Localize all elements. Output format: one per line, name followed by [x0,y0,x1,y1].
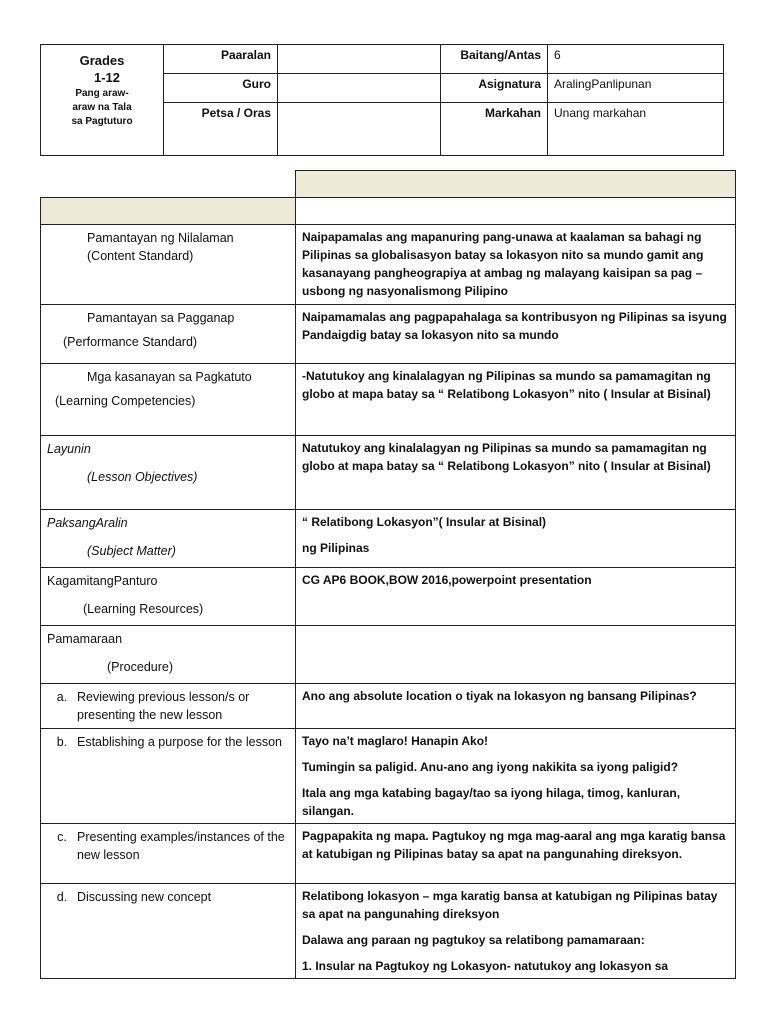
blank-cell [296,198,736,225]
procedure-label [41,626,296,684]
grades-subtitle [41,87,163,129]
row-label: PaksangAralin [47,516,128,530]
table-row [41,729,736,824]
step-c-label [41,824,296,884]
step-c-text: Pagpapakita ng mapa. Pagtukoy ng mga mag-aaral ang mga karatig bansa at katubigan ng Pilipinas batay sa apat na pangunahing direksyon. [296,824,736,884]
performance-standard-label [41,305,296,364]
row-label-en: (Learning Resources) [83,602,204,616]
markahan-label: Markahan [441,103,548,156]
subject-line: “ Relatibong Lokasyon”( Insular at Bisinal) [302,515,547,529]
header-shaded-cell [41,198,296,225]
row-label-en: (Content Standard) [87,249,194,263]
step-label: Reviewing previous lesson/s or presenting the new lesson [77,690,250,722]
step-line: Dalawa ang paraan ng pagtukoy sa relatibong pamamaraan: [302,933,645,947]
baitang-field[interactable]: 6 [548,45,724,74]
baitang-label: Baitang/Antas [441,45,548,74]
step-label: Establishing a purpose for the lesson [77,735,282,749]
objectives-label [41,436,296,510]
lesson-plan-table [40,170,736,979]
asignatura-field[interactable]: AralingPanlipunan [548,74,724,103]
guro-field[interactable] [278,74,441,103]
row-label-en: (Subject Matter) [87,544,176,558]
performance-standard-text: Naipamamalas ang pagpapahalaga sa kontribusyon ng Pilipinas sa isyung Pandaigdig batay sa lokasyon nito sa mundo [296,305,736,364]
list-marker: a. [56,690,68,704]
table-row [41,225,736,305]
list-marker: c. [57,830,67,844]
table-row [41,884,736,979]
row-label-en: (Learning Competencies) [55,394,196,408]
step-d-label [41,884,296,979]
grades-sub-line: sa Pagtuturo [71,116,133,127]
table-row [41,510,736,568]
competencies-text: -Natutukoy ang kinalalagyan ng Pilipinas sa mundo sa pamamagitan ng globo at mapa batay sa “ Relatibong Lokasyon” nito ( Insular at Bisinal) [296,364,736,436]
subject-matter-label [41,510,296,568]
content-standard-text: Naipapamalas ang mapanuring pang-unawa at kaalaman sa bahagi ng Pilipinas sa globalisasyon batay sa lokasyon nito sa mundo gamit ang kasanayang pangheograpiya at ambag ng malayang kaisipan sa pag –usbong ng nasyonalismong Pilipino [296,225,736,305]
grades-sub-line: Pang araw- [75,88,129,99]
step-d-text [296,884,736,979]
row-label: Layunin [47,442,91,456]
table-row [41,364,736,436]
procedure-text [296,626,736,684]
guro-label: Guro [164,74,278,103]
subject-matter-text [296,510,736,568]
content-standard-label [41,225,296,305]
table-row [41,305,736,364]
list-marker: d. [56,890,68,904]
subject-line: ng Pilipinas [302,541,370,555]
row-label: Pamantayan ng Nilalaman [87,231,234,245]
blank-corner [41,171,296,198]
row-label: Mga kasanayan sa Pagkatuto [87,370,252,384]
markahan-field[interactable]: Unang markahan [548,103,724,156]
grades-cell [41,45,164,156]
resources-label [41,568,296,626]
paaralan-label: Paaralan [164,45,278,74]
grades-title: Grades [79,53,125,68]
table-row [41,568,736,626]
step-line: Itala ang mga katabing bagay/tao sa iyong hilaga, timog, kanluran, silangan. [302,786,681,818]
step-label: Presenting examples/instances of the new lesson [77,830,285,862]
grades-sub-line: araw na Tala [72,102,132,113]
table-row [41,436,736,510]
step-line: Tayo na’t maglaro! Hanapin Ako! [302,734,489,748]
step-label: Discussing new concept [77,890,212,904]
competencies-label [41,364,296,436]
paaralan-field[interactable] [278,45,441,74]
row-label: KagamitangPanturo [47,574,158,588]
step-line: 1. Insular na Pagtukoy ng Lokasyon- natutukoy ang lokasyon sa [302,959,669,973]
petsa-label: Petsa / Oras [164,103,278,156]
row-label: Pamantayan sa Pagganap [87,311,235,325]
resources-text: CG AP6 BOOK,BOW 2016,powerpoint presentation [296,568,736,626]
step-line: Tumingin sa paligid. Anu-ano ang iyong nakikita sa iyong paligid? [302,760,679,774]
grades-range: 1-12 [93,70,121,85]
asignatura-label: Asignatura [441,74,548,103]
step-a-text: Ano ang absolute location o tiyak na lokasyon ng bansang Pilipinas? [296,684,736,729]
step-line: Relatibong lokasyon – mga karatig bansa at katubigan ng Pilipinas batay sa apat na pangunahing direksyon [302,889,718,921]
row-label-en: (Lesson Objectives) [87,470,198,484]
row-label: Pamamaraan [47,632,123,646]
step-a-label [41,684,296,729]
petsa-field[interactable] [278,103,441,156]
objectives-text: Natutukoy ang kinalalagyan ng Pilipinas sa mundo sa pamamagitan ng globo at mapa batay sa “ Relatibong Lokasyon” nito ( Insular at Bisinal) [296,436,736,510]
step-b-text [296,729,736,824]
row-label-en: (Performance Standard) [63,335,198,349]
table-row [41,824,736,884]
list-marker: b. [56,735,68,749]
row-label-en: (Procedure) [107,660,173,674]
table-row [41,626,736,684]
header-table [40,44,724,156]
step-b-label [41,729,296,824]
header-shaded-cell [296,171,736,198]
table-row [41,684,736,729]
